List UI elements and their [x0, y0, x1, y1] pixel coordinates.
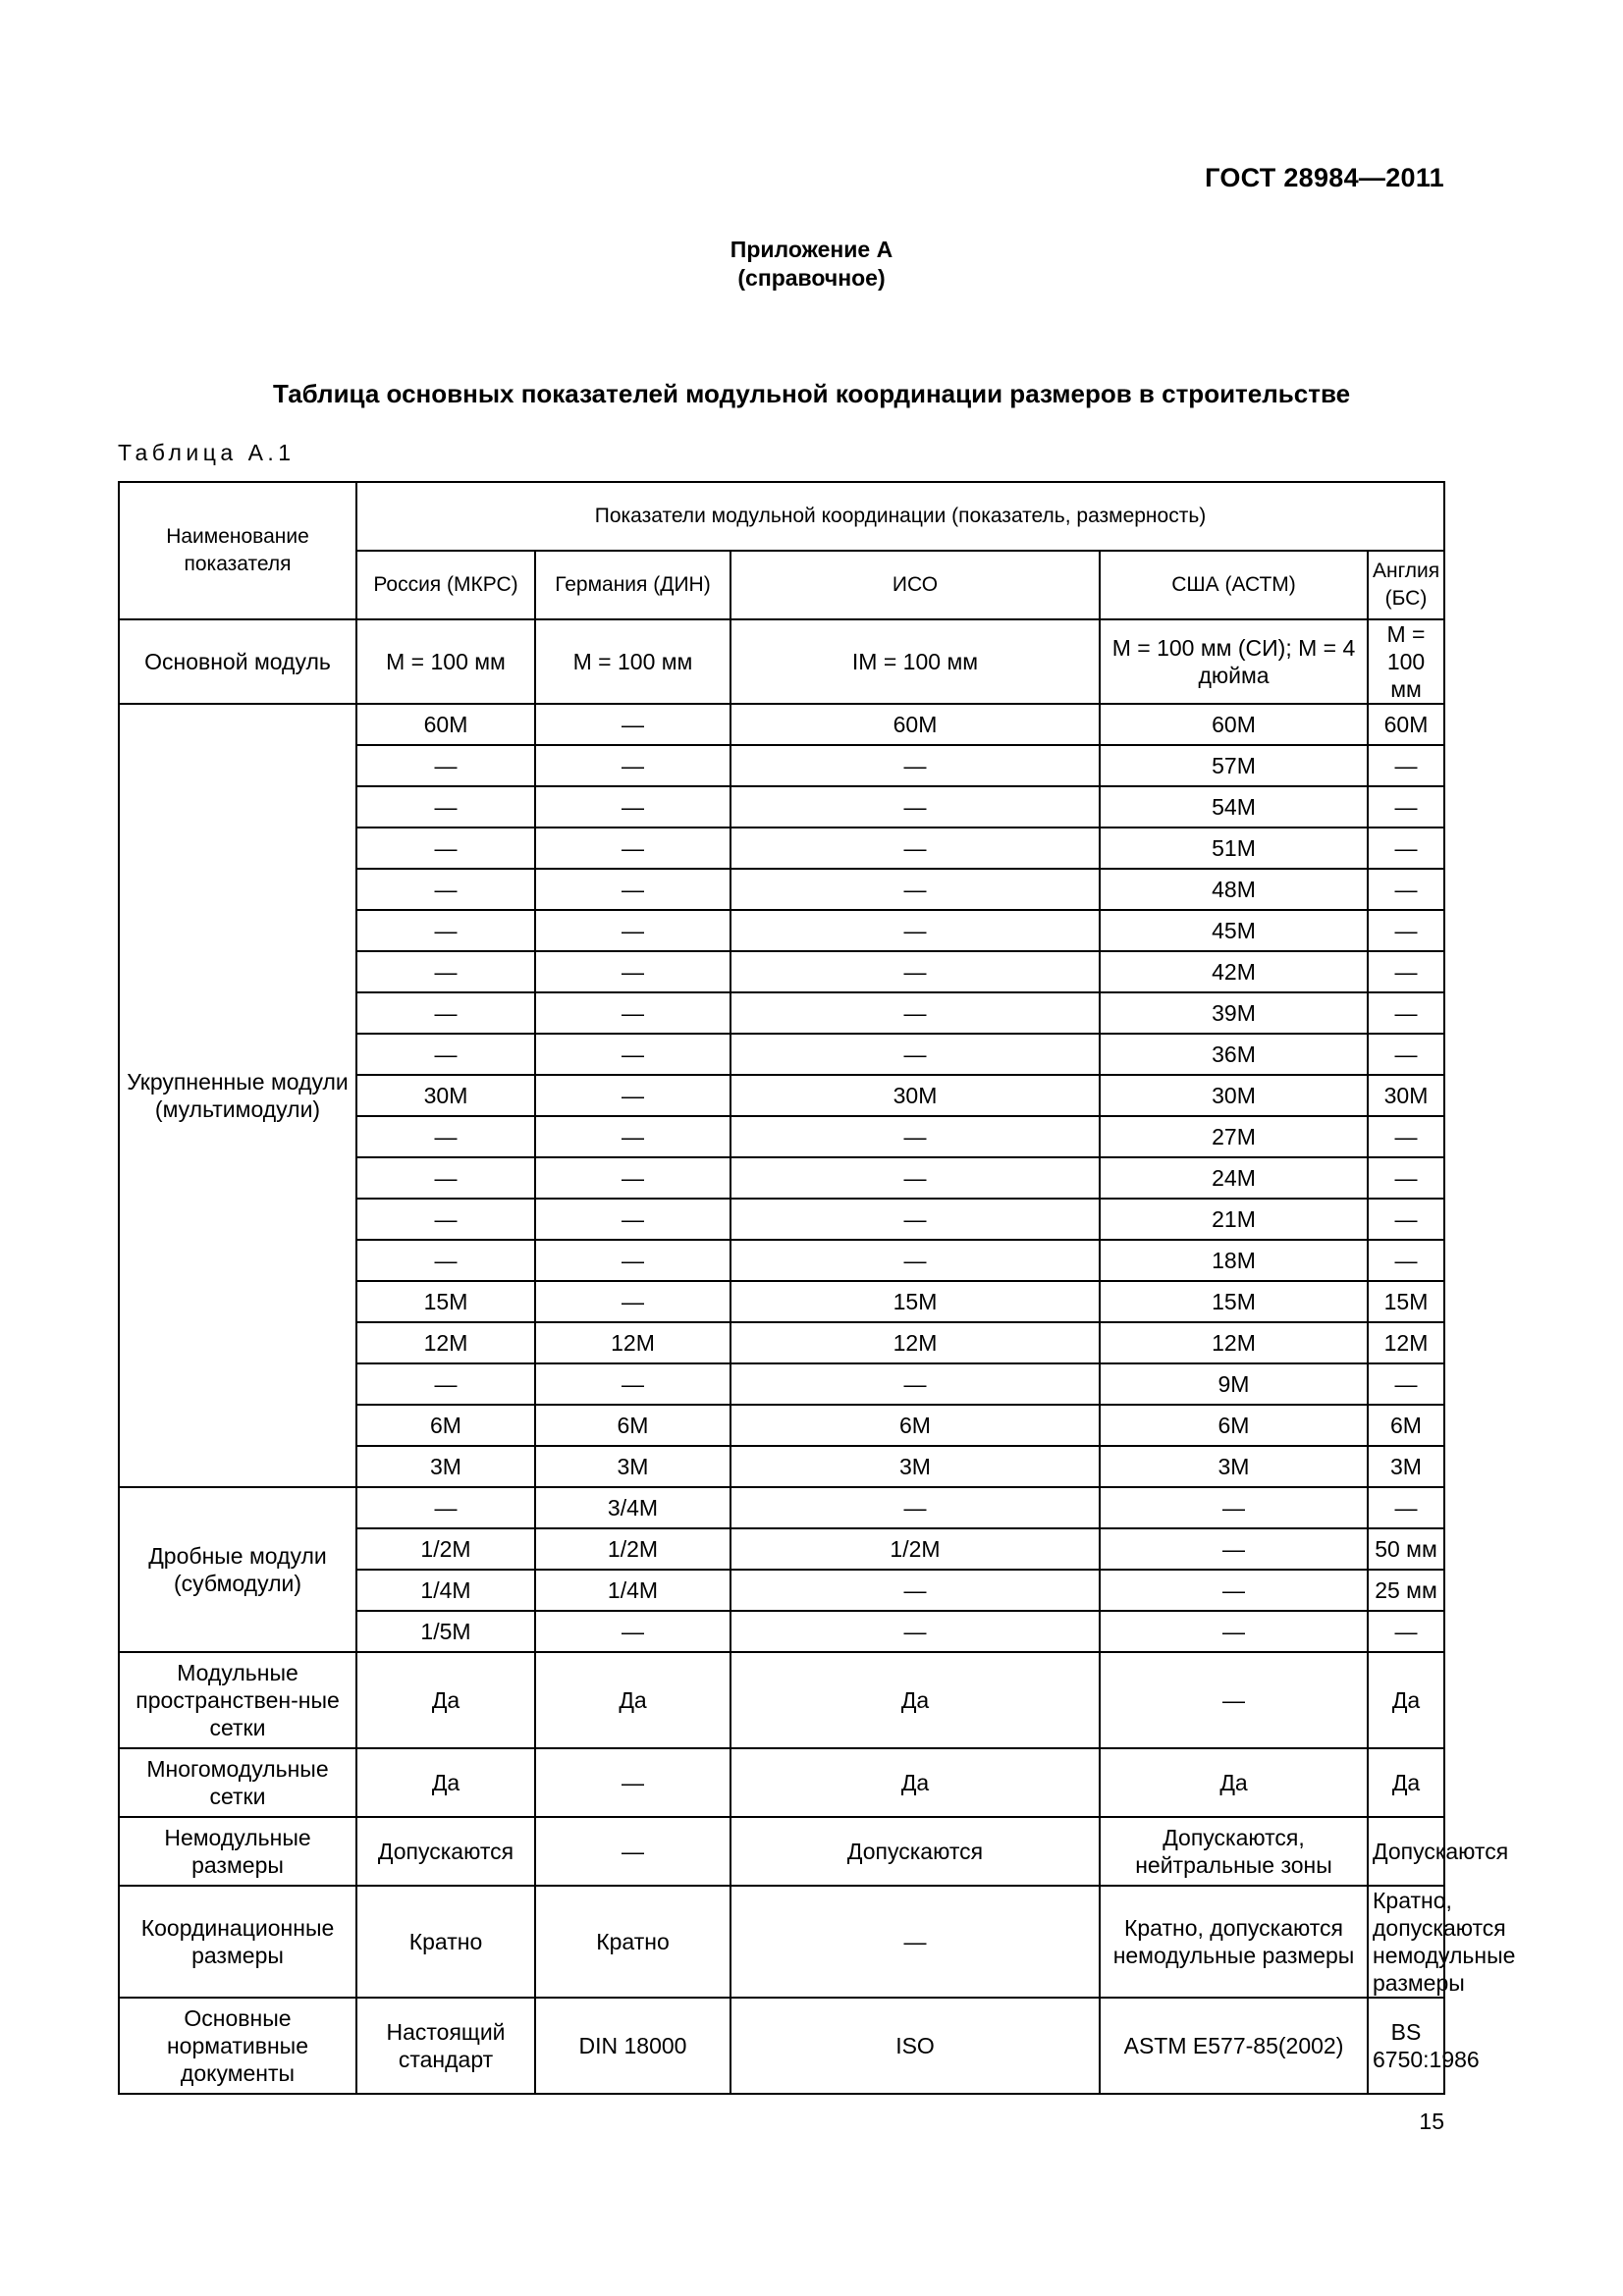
table-cell: Допускаются, нейтральные зоны — [1100, 1817, 1368, 1886]
table-row-property — [119, 1998, 1444, 2094]
table-cell: — — [356, 1240, 535, 1281]
table-row-property — [119, 1748, 1444, 1817]
row-label-cell: Дробные модули (субмодули) — [119, 1487, 356, 1652]
appendix-kind: (справочное) — [737, 265, 886, 291]
page-number: 15 — [1419, 2109, 1444, 2134]
table-cell: — — [1368, 1240, 1444, 1281]
table-heading: Таблица основных показателей модульной координации размеров в строительстве — [272, 379, 1351, 408]
table-row-multimodule — [119, 704, 1444, 745]
table-cell: 1/2М — [535, 1528, 730, 1570]
table-cell: — — [730, 1199, 1100, 1240]
table-cell: — — [356, 992, 535, 1034]
table-cell: 15М — [730, 1281, 1100, 1322]
table-cell: — — [730, 828, 1100, 869]
table-cell: М = 100 мм — [356, 619, 535, 704]
table-cell: 15М — [356, 1281, 535, 1322]
table-cell: Кратно — [535, 1886, 730, 1998]
table-cell: — — [730, 992, 1100, 1034]
table-cell: 12М — [1368, 1322, 1444, 1363]
table-cell: Да — [1368, 1748, 1444, 1817]
header-country-cell: Германия (ДИН) — [535, 551, 730, 619]
table-cell: Да — [535, 1652, 730, 1748]
table-cell: 36М — [1100, 1034, 1368, 1075]
table-cell: — — [1368, 1199, 1444, 1240]
table-cell: Настоящий стандарт — [356, 1998, 535, 2094]
table-cell: — — [535, 745, 730, 786]
table-cell: — — [535, 1116, 730, 1157]
table-cell: — — [535, 786, 730, 828]
table-cell: 24М — [1100, 1157, 1368, 1199]
table-cell: 54М — [1100, 786, 1368, 828]
table-cell: 30М — [356, 1075, 535, 1116]
table-cell: 30М — [1100, 1075, 1368, 1116]
table-label: Таблица А.1 — [118, 440, 296, 465]
table-cell: 12М — [1100, 1322, 1368, 1363]
table-cell: Допускаются — [730, 1817, 1100, 1886]
table-cell: — — [535, 1611, 730, 1652]
row-label-cell: Координационные размеры — [119, 1886, 356, 1998]
table-cell: — — [1368, 1034, 1444, 1075]
table-cell: — — [730, 1363, 1100, 1405]
table-cell: 60М — [1368, 704, 1444, 745]
table-cell: ISO — [730, 1998, 1100, 2094]
table-cell: 1/2М — [730, 1528, 1100, 1570]
table-cell: — — [1368, 910, 1444, 951]
table-cell: — — [356, 745, 535, 786]
table-cell: 3/4М — [535, 1487, 730, 1528]
table-cell: — — [535, 1240, 730, 1281]
table-row-property — [119, 1817, 1444, 1886]
table-cell: — — [1100, 1652, 1368, 1748]
table-cell: — — [1368, 1157, 1444, 1199]
table-cell: 27М — [1100, 1116, 1368, 1157]
table-cell: — — [356, 1157, 535, 1199]
table-cell: Да — [356, 1652, 535, 1748]
table-cell: — — [1100, 1528, 1368, 1570]
table-cell: Да — [1100, 1748, 1368, 1817]
table-cell: 57М — [1100, 745, 1368, 786]
table-cell: Допускаются — [1368, 1817, 1444, 1886]
table-cell: — — [730, 1116, 1100, 1157]
table-cell: — — [356, 1363, 535, 1405]
table-cell: — — [1368, 1363, 1444, 1405]
table-cell: 60М — [356, 704, 535, 745]
table-cell: 12М — [535, 1322, 730, 1363]
table-cell: — — [730, 1034, 1100, 1075]
table-cell: 1/5М — [356, 1611, 535, 1652]
row-label-cell: Модульные пространствен-ные сетки — [119, 1652, 356, 1748]
table-cell: 12М — [356, 1322, 535, 1363]
table-cell: 12М — [730, 1322, 1100, 1363]
table-cell: — — [356, 1487, 535, 1528]
table-cell: Кратно, допускаются немодульные размеры — [1368, 1886, 1444, 1998]
row-label-cell: Основные нормативные документы — [119, 1998, 356, 2094]
table-cell: — — [730, 910, 1100, 951]
table-cell: Кратно, допускаются немодульные размеры — [1100, 1886, 1368, 1998]
table-cell: М = 100 мм (СИ); М = 4 дюйма — [1100, 619, 1368, 704]
table-cell: 3М — [1100, 1446, 1368, 1487]
table-cell: DIN 18000 — [535, 1998, 730, 2094]
table-cell: Да — [1368, 1652, 1444, 1748]
header-name-cell: Наименование показателя — [119, 482, 356, 619]
header-group-cell: Показатели модульной координации (показатель, размерность) — [356, 482, 1444, 551]
table-cell: — — [1368, 992, 1444, 1034]
table-cell: — — [730, 869, 1100, 910]
table-cell: — — [535, 828, 730, 869]
table-row-submodule — [119, 1487, 1444, 1528]
table-cell: — — [1368, 1611, 1444, 1652]
table-cell: — — [535, 992, 730, 1034]
table-cell: 15М — [1368, 1281, 1444, 1322]
table-cell: 60М — [1100, 704, 1368, 745]
table-cell: — — [1100, 1570, 1368, 1611]
table-cell: 1/4М — [356, 1570, 535, 1611]
table-cell: 25 мм — [1368, 1570, 1444, 1611]
table-row-basic-module — [119, 619, 1444, 704]
table-row-property — [119, 1886, 1444, 1998]
table-cell: Да — [356, 1748, 535, 1817]
table-cell: 6М — [1100, 1405, 1368, 1446]
modular-coordination-table — [118, 481, 1516, 2095]
table-cell: — — [730, 1886, 1100, 1998]
row-label-cell: Основной модуль — [119, 619, 356, 704]
table-cell: 6М — [730, 1405, 1100, 1446]
row-label-cell: Немодульные размеры — [119, 1817, 356, 1886]
table-cell: 48М — [1100, 869, 1368, 910]
table-cell: — — [356, 910, 535, 951]
header-country-cell: ИСО — [730, 551, 1100, 619]
header-row-group — [119, 482, 1444, 551]
table-cell: Да — [730, 1748, 1100, 1817]
table-cell: — — [535, 869, 730, 910]
table-cell: 1/2М — [356, 1528, 535, 1570]
table-cell: — — [730, 951, 1100, 992]
table-cell: — — [730, 1157, 1100, 1199]
table-cell: — — [535, 704, 730, 745]
table-cell: — — [1368, 1116, 1444, 1157]
header-country-cell: США (АСТМ) — [1100, 551, 1368, 619]
table-cell: — — [1368, 828, 1444, 869]
table-cell: — — [730, 1487, 1100, 1528]
table-cell: — — [535, 1075, 730, 1116]
table-cell: 6М — [535, 1405, 730, 1446]
table-cell: 1/4М — [535, 1570, 730, 1611]
table-cell: 30М — [1368, 1075, 1444, 1116]
table-cell: 15М — [1100, 1281, 1368, 1322]
appendix-heading — [0, 236, 1623, 293]
table-cell: — — [1368, 786, 1444, 828]
table-cell: — — [356, 1116, 535, 1157]
table-cell: Кратно — [356, 1886, 535, 1998]
header-country-cell: Россия (МКРС) — [356, 551, 535, 619]
table-cell: Допускаются — [356, 1817, 535, 1886]
table-cell: — — [535, 1748, 730, 1817]
table-cell: 60М — [730, 704, 1100, 745]
table-cell: М = 100 мм — [1368, 619, 1444, 704]
header-country-cell: Англия (БС) — [1368, 551, 1444, 619]
table-cell: — — [730, 745, 1100, 786]
table-cell: — — [535, 1817, 730, 1886]
table-cell: 3М — [535, 1446, 730, 1487]
table-cell: 9М — [1100, 1363, 1368, 1405]
table-cell: — — [356, 1199, 535, 1240]
table-cell: — — [1100, 1611, 1368, 1652]
table-cell: М = 100 мм — [535, 619, 730, 704]
table-cell: 30М — [730, 1075, 1100, 1116]
table-cell: 3М — [356, 1446, 535, 1487]
table-cell: ASTM E577-85(2002) — [1100, 1998, 1368, 2094]
table-cell: 21М — [1100, 1199, 1368, 1240]
table-cell: — — [1368, 951, 1444, 992]
row-label-cell: Укрупненные модули (мультимодули) — [119, 704, 356, 1487]
table-cell: — — [356, 786, 535, 828]
table-cell: — — [535, 1034, 730, 1075]
table-cell: 51М — [1100, 828, 1368, 869]
table-cell: Да — [730, 1652, 1100, 1748]
table-cell: — — [356, 951, 535, 992]
table-cell: BS 6750:1986 — [1368, 1998, 1444, 2094]
table-cell: — — [1368, 1487, 1444, 1528]
table-cell: 6М — [1368, 1405, 1444, 1446]
table-cell: — — [1100, 1487, 1368, 1528]
table-row-property — [119, 1652, 1444, 1748]
table-cell: — — [535, 910, 730, 951]
table-cell: — — [730, 1240, 1100, 1281]
table-cell: 18М — [1100, 1240, 1368, 1281]
table-cell: 45М — [1100, 910, 1368, 951]
table-container — [118, 481, 1516, 2095]
appendix-title: Приложение А — [730, 237, 893, 262]
table-cell: — — [730, 1611, 1100, 1652]
table-cell: 3М — [730, 1446, 1100, 1487]
table-cell: — — [535, 1157, 730, 1199]
table-cell: — — [730, 1570, 1100, 1611]
document-number: ГОСТ 28984—2011 — [1205, 163, 1444, 192]
table-cell: 3М — [1368, 1446, 1444, 1487]
table-body — [119, 619, 1516, 2094]
table-cell: 42М — [1100, 951, 1368, 992]
table-cell: — — [535, 951, 730, 992]
row-label-cell: Многомодульные сетки — [119, 1748, 356, 1817]
table-cell: 6М — [356, 1405, 535, 1446]
table-cell: — — [1368, 745, 1444, 786]
table-cell: 39М — [1100, 992, 1368, 1034]
table-cell: 50 мм — [1368, 1528, 1444, 1570]
table-cell: — — [535, 1363, 730, 1405]
table-cell: — — [356, 869, 535, 910]
table-cell: IМ = 100 мм — [730, 619, 1100, 704]
table-cell: — — [535, 1199, 730, 1240]
table-cell: — — [1368, 869, 1444, 910]
table-cell: — — [535, 1281, 730, 1322]
table-cell: — — [730, 786, 1100, 828]
table-cell: — — [356, 1034, 535, 1075]
table-cell: — — [356, 828, 535, 869]
